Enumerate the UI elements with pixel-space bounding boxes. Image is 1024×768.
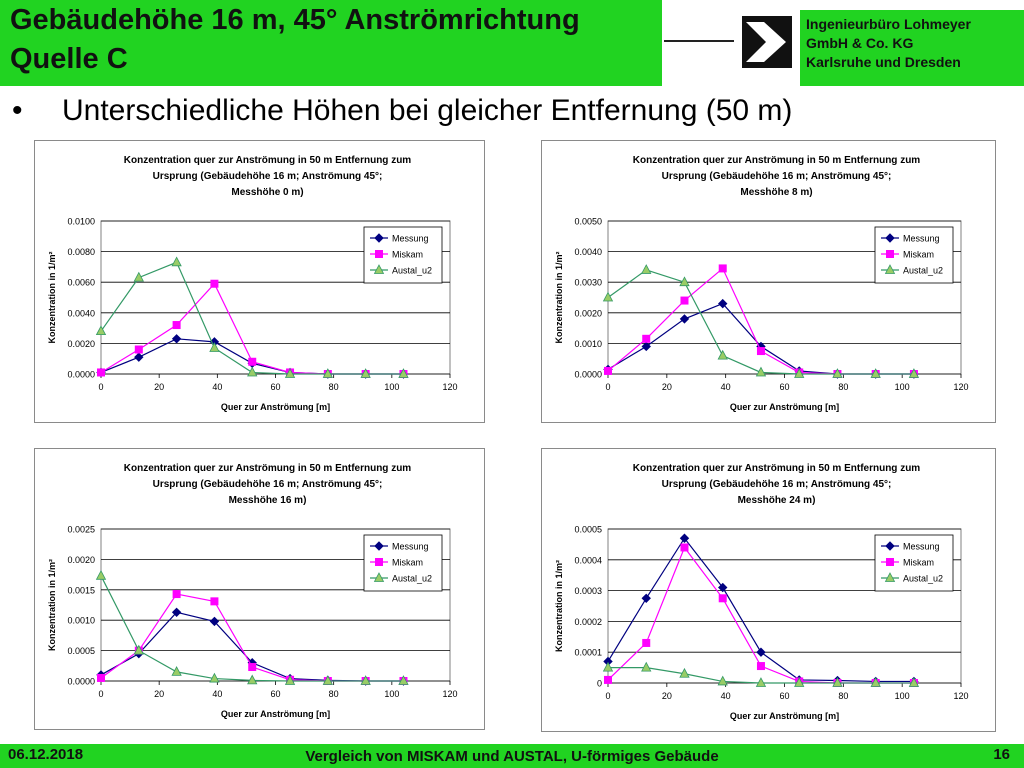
x-tick-label: 0: [98, 382, 104, 392]
chart-legend: [364, 535, 442, 591]
chart-title-line: Ursprung (Gebäudehöhe 16 m; Anströmung 45°;: [661, 171, 892, 182]
y-axis-label: Konzentration in 1/m²: [47, 559, 57, 651]
bullet-icon: •: [12, 94, 23, 127]
legend-label: Messung: [392, 233, 429, 244]
chart-svg: [542, 141, 995, 422]
x-tick-label: 40: [720, 382, 731, 392]
chart-panel-16m: [34, 448, 485, 730]
legend-label: Miskam: [392, 249, 423, 260]
data-point: [681, 544, 688, 551]
x-tick-label: 100: [894, 691, 910, 701]
y-axis-label: Konzentration in 1/m²: [554, 560, 564, 652]
x-tick-label: 60: [779, 382, 790, 392]
chart-title-line: Konzentration quer zur Anströmung in 50 m Entfernung zum: [123, 155, 412, 166]
y-tick-label: 0.0000: [574, 369, 602, 380]
chart-title-line: Messhöhe 16 m): [228, 495, 307, 506]
y-axis-label: Konzentration in 1/m²: [47, 251, 57, 344]
y-tick-label: 0.0000: [67, 676, 95, 687]
x-tick-label: 0: [605, 382, 611, 392]
x-tick-label: 20: [154, 382, 165, 392]
x-tick-label: 80: [328, 689, 339, 699]
legend-label: Messung: [903, 541, 940, 552]
chart-svg: [35, 141, 484, 422]
data-point: [249, 664, 256, 671]
legend-marker: [887, 251, 894, 258]
chart-legend: [875, 227, 953, 283]
arrow-logo-icon: [742, 16, 792, 68]
x-tick-label: 120: [953, 691, 969, 701]
chart-title-line: Messhöhe 8 m): [740, 187, 813, 198]
x-tick-label: 40: [212, 382, 223, 392]
title-box: [0, 0, 662, 86]
data-point: [719, 595, 726, 602]
y-tick-label: 0.0020: [67, 554, 95, 565]
data-point: [757, 663, 764, 670]
y-tick-label: 0.0040: [574, 247, 602, 258]
y-tick-label: 0.0004: [574, 555, 602, 566]
page-number: 16: [993, 746, 1010, 763]
x-tick-label: 20: [154, 689, 165, 699]
y-axis-label: Konzentration in 1/m²: [554, 251, 564, 344]
x-tick-label: 60: [779, 691, 790, 701]
y-tick-label: 0.0005: [574, 524, 602, 535]
legend-label: Austal_u2: [392, 573, 433, 584]
chart-title-line: Konzentration quer zur Anströmung in 50 m Entfernung zum: [632, 155, 921, 166]
chart-title-line: Messhöhe 24 m): [737, 495, 816, 506]
y-tick-label: 0.0001: [574, 647, 602, 658]
chart-legend: [875, 535, 953, 591]
data-point: [211, 598, 218, 605]
x-tick-label: 80: [838, 382, 849, 392]
data-point: [719, 265, 726, 272]
chart-title-line: Ursprung (Gebäudehöhe 16 m; Anströmung 45°;: [152, 479, 383, 490]
chart-title-line: Ursprung (Gebäudehöhe 16 m; Anströmung 45°;: [661, 479, 892, 490]
chart-title-line: Konzentration quer zur Anströmung in 50 m Entfernung zum: [123, 463, 412, 474]
data-point: [249, 358, 256, 365]
data-point: [173, 322, 180, 329]
x-axis-label: Quer zur Anströmung [m]: [220, 709, 331, 719]
data-point: [98, 369, 105, 376]
y-tick-label: 0.0060: [67, 277, 95, 288]
y-tick-label: 0.0015: [67, 585, 95, 596]
legend-marker: [376, 251, 383, 258]
y-tick-label: 0.0010: [574, 338, 602, 349]
y-tick-label: 0: [596, 678, 602, 689]
page-title: Gebäudehöhe 16 m, 45° Anströmrichtung: [10, 4, 580, 36]
x-tick-label: 20: [661, 382, 672, 392]
y-tick-label: 0.0030: [574, 277, 602, 288]
chart-title-line: Ursprung (Gebäudehöhe 16 m; Anströmung 45°;: [152, 171, 383, 182]
x-tick-label: 0: [605, 691, 611, 701]
legend-label: Miskam: [903, 557, 934, 568]
data-point: [135, 346, 142, 353]
x-tick-label: 40: [212, 689, 223, 699]
legend-label: Miskam: [392, 557, 423, 568]
data-point: [643, 335, 650, 342]
y-tick-label: 0.0040: [67, 308, 95, 319]
x-tick-label: 60: [270, 382, 281, 392]
company-name: Ingenieurbüro Lohmeyer: [806, 16, 971, 32]
data-point: [643, 639, 650, 646]
company-form: GmbH & Co. KG: [806, 35, 914, 51]
legend-label: Austal_u2: [392, 265, 433, 276]
y-tick-label: 0.0000: [67, 369, 95, 380]
x-axis-label: Quer zur Anströmung [m]: [729, 402, 840, 412]
y-tick-label: 0.0050: [574, 216, 602, 227]
x-tick-label: 100: [384, 382, 400, 392]
data-point: [757, 348, 764, 355]
header-bar: [0, 0, 1024, 86]
x-tick-label: 0: [98, 689, 104, 699]
chart-svg: [542, 449, 995, 731]
x-tick-label: 100: [894, 382, 910, 392]
footer-caption: Vergleich von MISKAM und AUSTAL, U-förmiges Gebäude: [305, 748, 719, 765]
chart-panel-24m: [541, 448, 996, 732]
y-tick-label: 0.0002: [574, 616, 602, 627]
x-tick-label: 40: [720, 691, 731, 701]
chart-panel-0m: [34, 140, 485, 423]
x-tick-label: 120: [442, 689, 458, 699]
legend-marker: [887, 559, 894, 566]
y-tick-label: 0.0080: [67, 247, 95, 258]
y-tick-label: 0.0100: [67, 216, 95, 227]
legend-marker: [376, 559, 383, 566]
data-point: [173, 591, 180, 598]
y-tick-label: 0.0020: [574, 308, 602, 319]
data-point: [681, 297, 688, 304]
footer-date: 06.12.2018: [8, 746, 84, 763]
page-subtitle: Quelle C: [10, 43, 128, 75]
company-location: Karlsruhe und Dresden: [806, 54, 961, 70]
x-tick-label: 80: [838, 691, 849, 701]
x-tick-label: 80: [328, 382, 339, 392]
x-tick-label: 20: [661, 691, 672, 701]
x-tick-label: 120: [442, 382, 458, 392]
y-tick-label: 0.0020: [67, 338, 95, 349]
x-tick-label: 60: [270, 689, 281, 699]
legend-label: Austal_u2: [903, 265, 944, 276]
title-rule: [664, 40, 734, 42]
legend-label: Messung: [903, 233, 940, 244]
chart-legend: [364, 227, 442, 283]
data-point: [211, 280, 218, 287]
legend-label: Messung: [392, 541, 429, 552]
data-point: [98, 674, 105, 681]
y-tick-label: 0.0010: [67, 615, 95, 626]
y-tick-label: 0.0025: [67, 524, 95, 535]
legend-label: Miskam: [903, 249, 934, 260]
company-box: [800, 10, 1024, 86]
y-tick-label: 0.0005: [67, 646, 95, 657]
x-axis-label: Quer zur Anströmung [m]: [220, 402, 331, 412]
chart-title-line: Konzentration quer zur Anströmung in 50 m Entfernung zum: [632, 463, 921, 474]
chart-panel-8m: [541, 140, 996, 423]
legend-label: Austal_u2: [903, 573, 944, 584]
data-point: [605, 367, 612, 374]
y-tick-label: 0.0003: [574, 586, 602, 597]
x-tick-label: 120: [953, 382, 969, 392]
bullet-text: Unterschiedliche Höhen bei gleicher Entfernung (50 m): [62, 94, 793, 127]
data-point: [605, 676, 612, 683]
chart-title-line: Messhöhe 0 m): [231, 187, 304, 198]
chart-svg: [35, 449, 484, 729]
x-tick-label: 100: [384, 689, 400, 699]
x-axis-label: Quer zur Anströmung [m]: [729, 711, 840, 721]
footer-bar: [0, 744, 1024, 768]
